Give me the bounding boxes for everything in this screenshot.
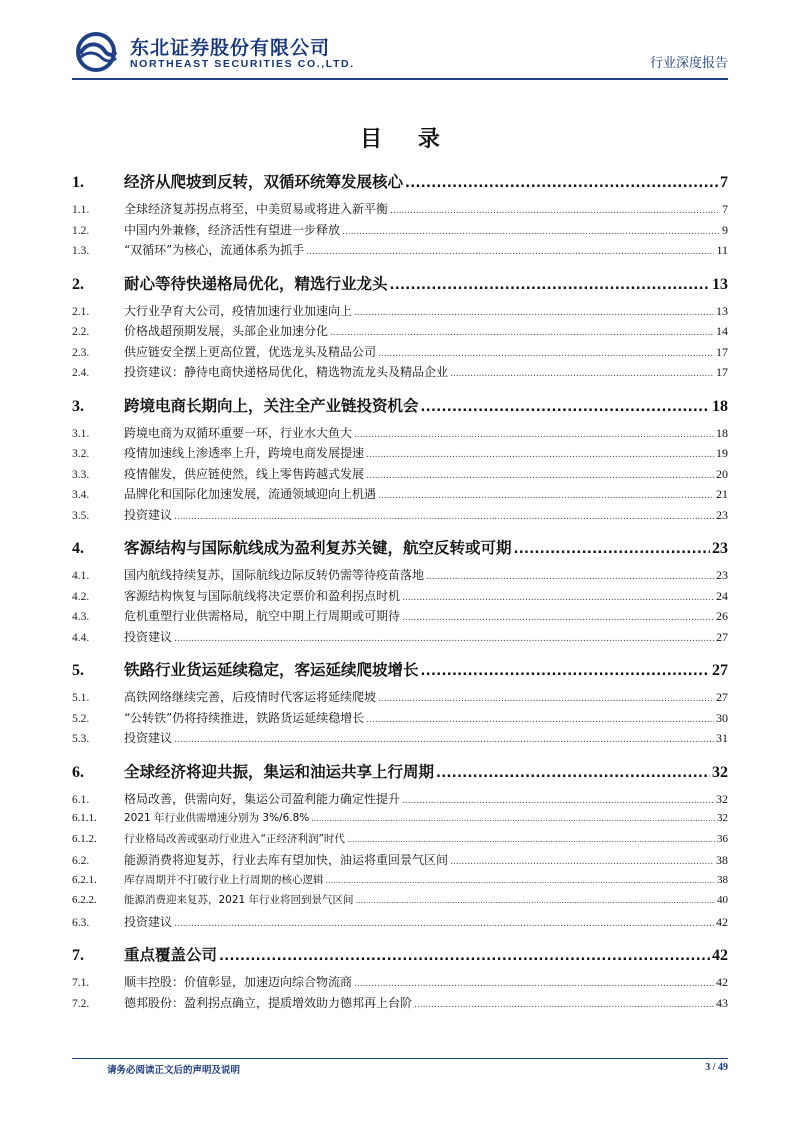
toc-section-6[interactable] — [72, 760, 728, 780]
toc-item-6-1-2[interactable] — [72, 831, 728, 852]
item-page: 7 — [722, 202, 728, 216]
footer-divider — [72, 1058, 728, 1059]
toc-item-7-2[interactable] — [72, 994, 728, 1015]
dot-leader — [390, 206, 720, 216]
item-page: 21 — [716, 487, 728, 501]
toc-item-6-2[interactable] — [72, 851, 728, 872]
section-title: 重点覆盖公司 — [124, 946, 218, 964]
item-number: 2.3. — [72, 346, 90, 359]
item-number: 3.3. — [72, 468, 90, 481]
item-number: 3.5. — [72, 509, 90, 522]
toc-item-6-2-1[interactable] — [72, 872, 728, 893]
page-number: 3 / 49 — [705, 1062, 728, 1073]
dot-leader — [421, 400, 710, 415]
toc-title: 目 录 — [360, 127, 454, 152]
item-page: 30 — [716, 710, 728, 725]
section-title: 铁路行业货运延续稳定，客运延续爬坡增长 — [124, 661, 419, 679]
item-title: 危机重塑行业供需格局，航空中期上行周期或可期待 — [124, 609, 401, 623]
item-title: 国内航线持续复苏，国际航线边际反转仍需等待疫苗落地 — [124, 568, 425, 582]
item-page: 32 — [716, 791, 728, 806]
item-number: 1.2. — [72, 224, 90, 237]
dot-leader — [378, 694, 714, 704]
company-logo-icon — [72, 32, 120, 72]
section-number: 6. — [72, 763, 84, 781]
toc-item-3-1[interactable] — [72, 424, 728, 445]
section-title: 客源结构与国际航线成为盈利复苏关键，航空反转或可期 — [124, 539, 512, 557]
item-page: 31 — [716, 731, 728, 745]
item-page: 14 — [716, 324, 728, 338]
dot-leader — [421, 664, 710, 679]
item-title: 投资建议 — [124, 914, 173, 929]
dot-leader — [311, 814, 715, 823]
toc-section-3[interactable] — [72, 394, 728, 414]
dot-leader — [366, 715, 714, 725]
dot-leader — [402, 796, 714, 806]
item-title: 德邦股份：盈利拐点确立，提质增效助力德邦再上台阶 — [124, 995, 413, 1010]
item-title: 全球经济复苏拐点将至，中美贸易或将进入新平衡 — [124, 202, 389, 216]
item-number: 1.3. — [72, 245, 90, 257]
table-of-contents — [72, 170, 728, 1014]
item-number: 1.1. — [72, 204, 90, 216]
item-number: 5.1. — [72, 692, 90, 704]
toc-item-5-1[interactable] — [72, 688, 728, 709]
item-title: 库存周期并不打破行业上行周期的核心逻辑 — [124, 873, 324, 886]
page-header — [72, 28, 728, 78]
item-title: 投资建议 — [124, 507, 173, 522]
item-title: 中国内外兼修，经济活性有望进一步释放 — [124, 222, 341, 237]
item-page: 26 — [716, 609, 728, 623]
item-page: 32 — [717, 812, 728, 824]
toc-item-6-2-2[interactable] — [72, 892, 728, 913]
item-number: 2.2. — [72, 326, 90, 338]
item-number: 5.2. — [72, 712, 90, 725]
dot-leader — [450, 369, 714, 379]
dot-leader — [219, 949, 710, 964]
dot-leader — [326, 876, 716, 885]
item-page: 27 — [716, 629, 728, 644]
toc-section-2[interactable] — [72, 272, 728, 292]
header-divider — [72, 78, 728, 80]
item-title: 格局改善，供需向好，集运公司盈利能力确定性提升 — [124, 791, 401, 806]
toc-item-2-3[interactable] — [72, 343, 728, 364]
toc-section-5[interactable] — [72, 658, 728, 678]
toc-item-4-2[interactable] — [72, 587, 728, 608]
toc-item-3-4[interactable] — [72, 485, 728, 506]
item-number: 6.2. — [72, 855, 90, 867]
item-number: 4.2. — [72, 590, 90, 603]
item-title: 投资建议 — [124, 629, 173, 644]
section-number: 7. — [72, 947, 84, 964]
dot-leader — [342, 227, 720, 237]
section-page: 42 — [712, 947, 728, 964]
dot-leader — [402, 593, 714, 603]
item-title: 品牌化和国际化加速发展，流通领域迎向上机遇 — [124, 487, 377, 501]
section-page: 13 — [712, 275, 728, 293]
item-title: 能源消费将迎复苏，行业去库有望加快，油运将重回景气区间 — [124, 853, 449, 867]
dot-leader — [414, 1000, 714, 1010]
dot-leader — [450, 857, 714, 867]
toc-item-3-5[interactable] — [72, 506, 728, 527]
toc-section-1[interactable] — [72, 170, 728, 190]
item-title: 跨境电商为双循环重要一环，行业水大鱼大 — [124, 425, 353, 440]
report-type-label: 行业深度报告 — [649, 56, 728, 71]
item-title: 高铁网络继续完善，后疫情时代客运将延续爬坡 — [124, 690, 377, 704]
item-number: 6.2.1. — [72, 873, 97, 886]
item-number: 6.1.1. — [72, 812, 97, 824]
item-number: 5.3. — [72, 733, 90, 745]
toc-section-4[interactable] — [72, 536, 728, 556]
toc-item-2-4[interactable] — [72, 363, 728, 384]
item-page: 11 — [716, 243, 728, 257]
item-page: 40 — [717, 894, 728, 906]
dot-leader — [366, 471, 714, 481]
dot-leader — [405, 176, 718, 191]
toc-item-4-3[interactable] — [72, 607, 728, 628]
item-title: 投资建议：静待电商快递格局优化，精选物流龙头及精品企业 — [124, 365, 449, 379]
item-page: 9 — [722, 222, 728, 237]
section-page: 32 — [712, 763, 728, 781]
item-number: 7.1. — [72, 977, 90, 989]
toc-item-2-2[interactable] — [72, 322, 728, 343]
item-page: 42 — [716, 914, 728, 929]
dot-leader — [514, 542, 710, 557]
toc-section-7[interactable] — [72, 943, 728, 963]
dot-leader — [390, 278, 710, 293]
item-page: 17 — [716, 344, 728, 359]
item-title: 价格战超预期发展，头部企业加速分化 — [124, 324, 329, 338]
dot-leader — [306, 247, 714, 257]
dot-leader — [330, 328, 714, 338]
item-page: 42 — [716, 975, 728, 989]
dot-leader — [378, 349, 714, 359]
toc-item-4-1[interactable] — [72, 566, 728, 587]
item-title: 顺丰控股：价值彰显，加速迈向综合物流商 — [124, 975, 353, 989]
item-page: 13 — [716, 303, 728, 318]
item-page: 18 — [716, 425, 728, 440]
dot-leader — [436, 766, 710, 781]
item-number: 6.3. — [72, 916, 90, 929]
toc-item-6-3[interactable] — [72, 913, 728, 934]
dot-leader — [356, 896, 715, 905]
section-title: 跨境电商长期向上，关注全产业链投资机会 — [124, 396, 419, 415]
toc-item-1-2[interactable] — [72, 221, 728, 242]
item-page: 38 — [716, 853, 728, 867]
item-title: 疫情催发，供应链使然，线上零售跨越式发展 — [124, 466, 365, 481]
dot-leader — [347, 835, 715, 844]
item-number: 4.3. — [72, 611, 90, 623]
item-page: 27 — [716, 690, 728, 704]
toc-item-2-1[interactable] — [72, 302, 728, 323]
item-title: “双循环”为核心，流通体系为抓手 — [124, 243, 305, 257]
item-page: 17 — [716, 365, 728, 379]
item-number: 6.2.2. — [72, 894, 97, 906]
section-number: 3. — [72, 397, 84, 415]
dot-leader — [354, 308, 714, 318]
section-title: 经济从爬坡到反转，双循环统筹发展核心 — [124, 173, 404, 191]
company-name-en: NORTHEAST SECURITIES CO.,LTD. — [130, 58, 355, 70]
toc-item-5-2[interactable] — [72, 709, 728, 730]
toc-item-3-2[interactable] — [72, 444, 728, 465]
item-page: 20 — [716, 466, 728, 481]
item-number: 6.1.2. — [72, 832, 97, 845]
dot-leader — [366, 450, 714, 460]
item-title: 行业格局改善或驱动行业进入“正经济利润”时代 — [124, 832, 345, 845]
dot-leader — [354, 430, 714, 440]
item-number: 2.4. — [72, 367, 90, 379]
dot-leader — [354, 979, 714, 989]
footer-disclaimer: 请务必阅读正文后的声明及说明 — [107, 1065, 241, 1076]
item-number: 3.2. — [72, 448, 90, 460]
item-number: 3.4. — [72, 489, 90, 501]
item-number: 2.1. — [72, 305, 90, 318]
dot-leader — [402, 613, 714, 623]
item-page: 38 — [717, 873, 728, 886]
toc-item-1-3[interactable] — [72, 241, 728, 262]
company-name-cn: 东北证券股份有限公司 — [130, 37, 331, 59]
item-page: 24 — [716, 588, 728, 603]
toc-item-1-1[interactable] — [72, 200, 728, 221]
item-title: 投资建议 — [124, 731, 173, 745]
section-number: 1. — [72, 174, 84, 191]
section-page: 18 — [712, 397, 728, 415]
item-title: 疫情加速线上渗透率上升，跨境电商发展提速 — [124, 446, 365, 460]
dot-leader — [174, 919, 714, 929]
section-number: 5. — [72, 662, 84, 679]
item-page: 23 — [716, 507, 728, 522]
item-page: 43 — [716, 995, 728, 1010]
toc-item-6-1-1[interactable] — [72, 810, 728, 831]
dot-leader — [378, 491, 714, 501]
dot-leader — [426, 572, 714, 582]
dot-leader — [174, 512, 714, 522]
section-page: 23 — [712, 540, 728, 557]
item-number: 7.2. — [72, 997, 90, 1010]
dot-leader — [174, 634, 714, 644]
item-number: 3.1. — [72, 427, 90, 440]
item-title: “公转铁”仍将持续推进，铁路货运延续稳增长 — [124, 710, 365, 725]
toc-item-7-1[interactable] — [72, 973, 728, 994]
section-page: 27 — [712, 662, 728, 679]
item-title: 供应链安全摆上更高位置，优选龙头及精品公司 — [124, 344, 377, 359]
section-title: 全球经济将迎共振，集运和油运共享上行周期 — [124, 762, 435, 781]
section-page: 7 — [720, 174, 728, 191]
section-number: 2. — [72, 275, 84, 293]
toc-item-4-4[interactable] — [72, 628, 728, 649]
section-number: 4. — [72, 540, 84, 557]
item-title: 客源结构恢复与国际航线将决定票价和盈利拐点时机 — [124, 588, 401, 603]
item-page: 23 — [716, 568, 728, 582]
item-number: 4.4. — [72, 631, 90, 644]
item-title: 能源消费迎来复苏，2021 年行业将回到景气区间 — [124, 894, 354, 906]
item-title: 2021 年行业供需增速分别为 3%/6.8% — [124, 812, 310, 824]
toc-item-3-3[interactable] — [72, 465, 728, 486]
dot-leader — [174, 735, 714, 745]
toc-item-6-1[interactable] — [72, 790, 728, 811]
item-page: 19 — [716, 446, 728, 460]
section-title: 耐心等待快递格局优化，精选行业龙头 — [124, 274, 388, 293]
item-number: 6.1. — [72, 793, 90, 806]
toc-item-5-3[interactable] — [72, 729, 728, 750]
item-page: 36 — [717, 832, 728, 845]
item-title: 大行业孕育大公司，疫情加速行业加速向上 — [124, 303, 353, 318]
item-number: 4.1. — [72, 570, 90, 582]
